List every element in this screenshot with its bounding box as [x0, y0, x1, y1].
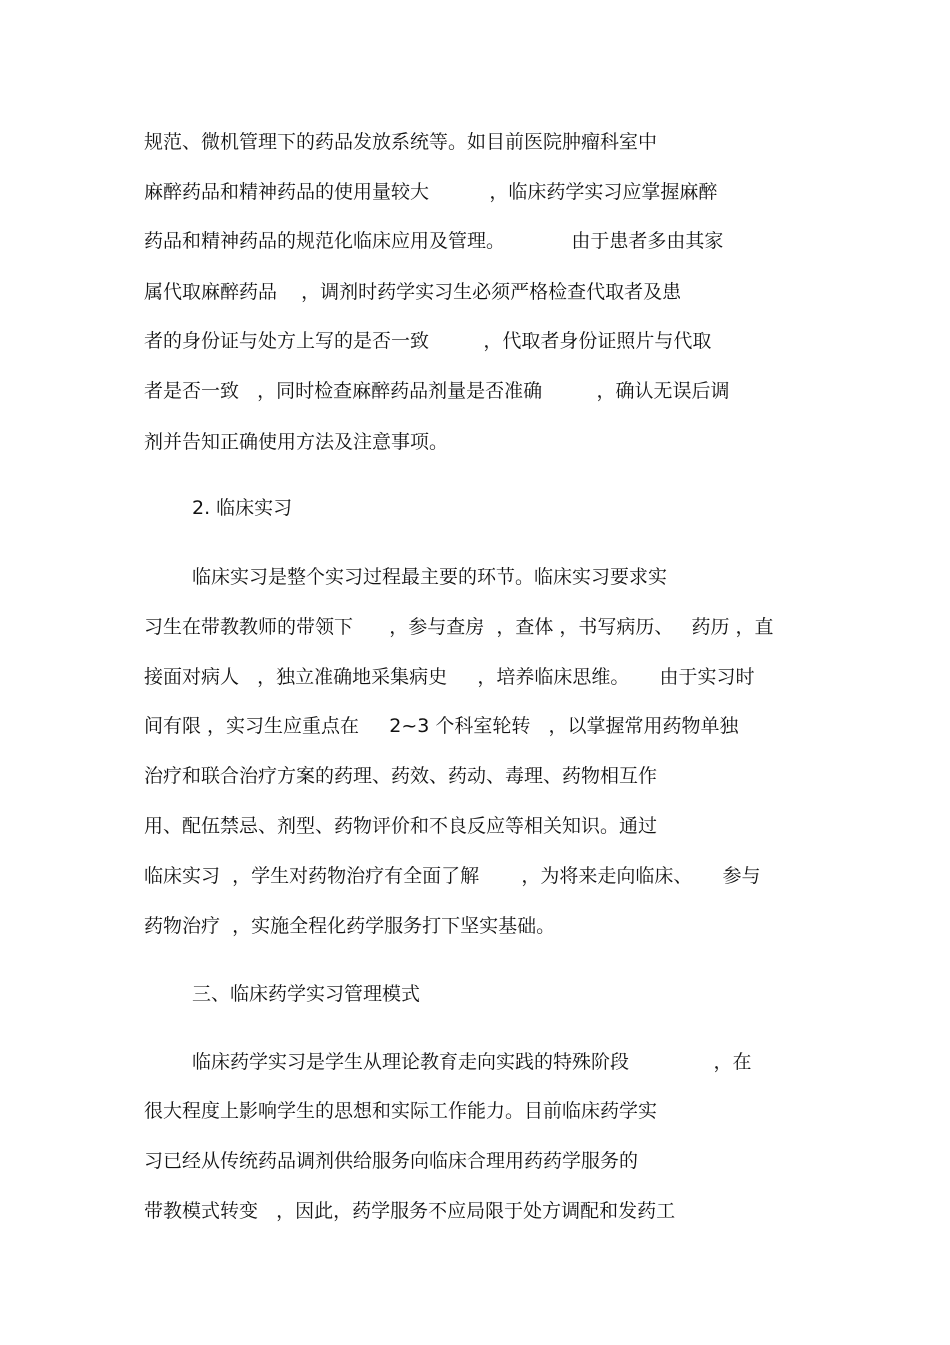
paragraph-1-line-1: 规范、微机管理下的药品发放系统等。如目前医院肿瘤科室中: [144, 131, 658, 153]
paragraph-1-line-4: 属代取麻醉药品 ，调剂时药学实习生必须严格检查代取者及患: [144, 281, 682, 303]
paragraph-3-line-4: 带教模式转变 ，因此，药学服务不应局限于处方调配和发药工: [144, 1200, 676, 1222]
paragraph-1-line-7: 剂并告知正确使用方法及注意事项。: [144, 431, 449, 453]
paragraph-3-line-3: 习已经从传统药品调剂供给服务向临床合理用药药学服务的: [144, 1150, 639, 1172]
paragraph-2-line-6: 用、配伍禁忌、剂型、药物评价和不良反应等相关知识。通过: [144, 815, 658, 837]
section-heading-management-model: 三、临床药学实习管理模式: [192, 983, 421, 1005]
paragraph-2-line-5: 治疗和联合治疗方案的药理、药效、药动、毒理、药物相互作: [144, 765, 658, 787]
paragraph-1-line-3: 药品和精神药品的规范化临床应用及管理。 由于患者多由其家: [144, 230, 724, 252]
paragraph-2-line-8: 药物治疗 ，实施全程化药学服务打下坚实基础。: [144, 915, 556, 937]
paragraph-2-line-7: 临床实习 ，学生对药物治疗有全面了解 ，为将来走向临床、 参与: [144, 865, 761, 887]
section-heading-clinical-practice: 2. 临床实习: [192, 497, 293, 519]
paragraph-2-line-4: 间有限 ，实习生应重点在 2~3 个科室轮转 ，以掌握常用药物单独: [144, 715, 739, 737]
paragraph-3-line-2: 很大程度上影响学生的思想和实际工作能力。目前临床药学实: [144, 1100, 658, 1122]
paragraph-2-line-1: 临床实习是整个实习过程最主要的环节。临床实习要求实: [192, 566, 668, 588]
paragraph-1-line-6: 者是否一致 ，同时检查麻醉药品剂量是否准确 ，确认无误后调: [144, 380, 730, 402]
paragraph-1-line-5: 者的身份证与处方上写的是否一致 ，代取者身份证照片与代取: [144, 330, 712, 352]
paragraph-3-line-1: 临床药学实习是学生从理论教育走向实践的特殊阶段 ，在: [192, 1051, 752, 1073]
paragraph-2-line-3: 接面对病人 ，独立准确地采集病史 ，培养临床思维。 由于实习时: [144, 666, 755, 688]
paragraph-2-line-2: 习生在带教教师的带领下 ，参与查房 ，查体 ，书写病历、 药历 ，直: [144, 616, 774, 638]
paragraph-1-line-2: 麻醉药品和精神药品的使用量较大 ，临床药学实习应掌握麻醉: [144, 181, 718, 203]
